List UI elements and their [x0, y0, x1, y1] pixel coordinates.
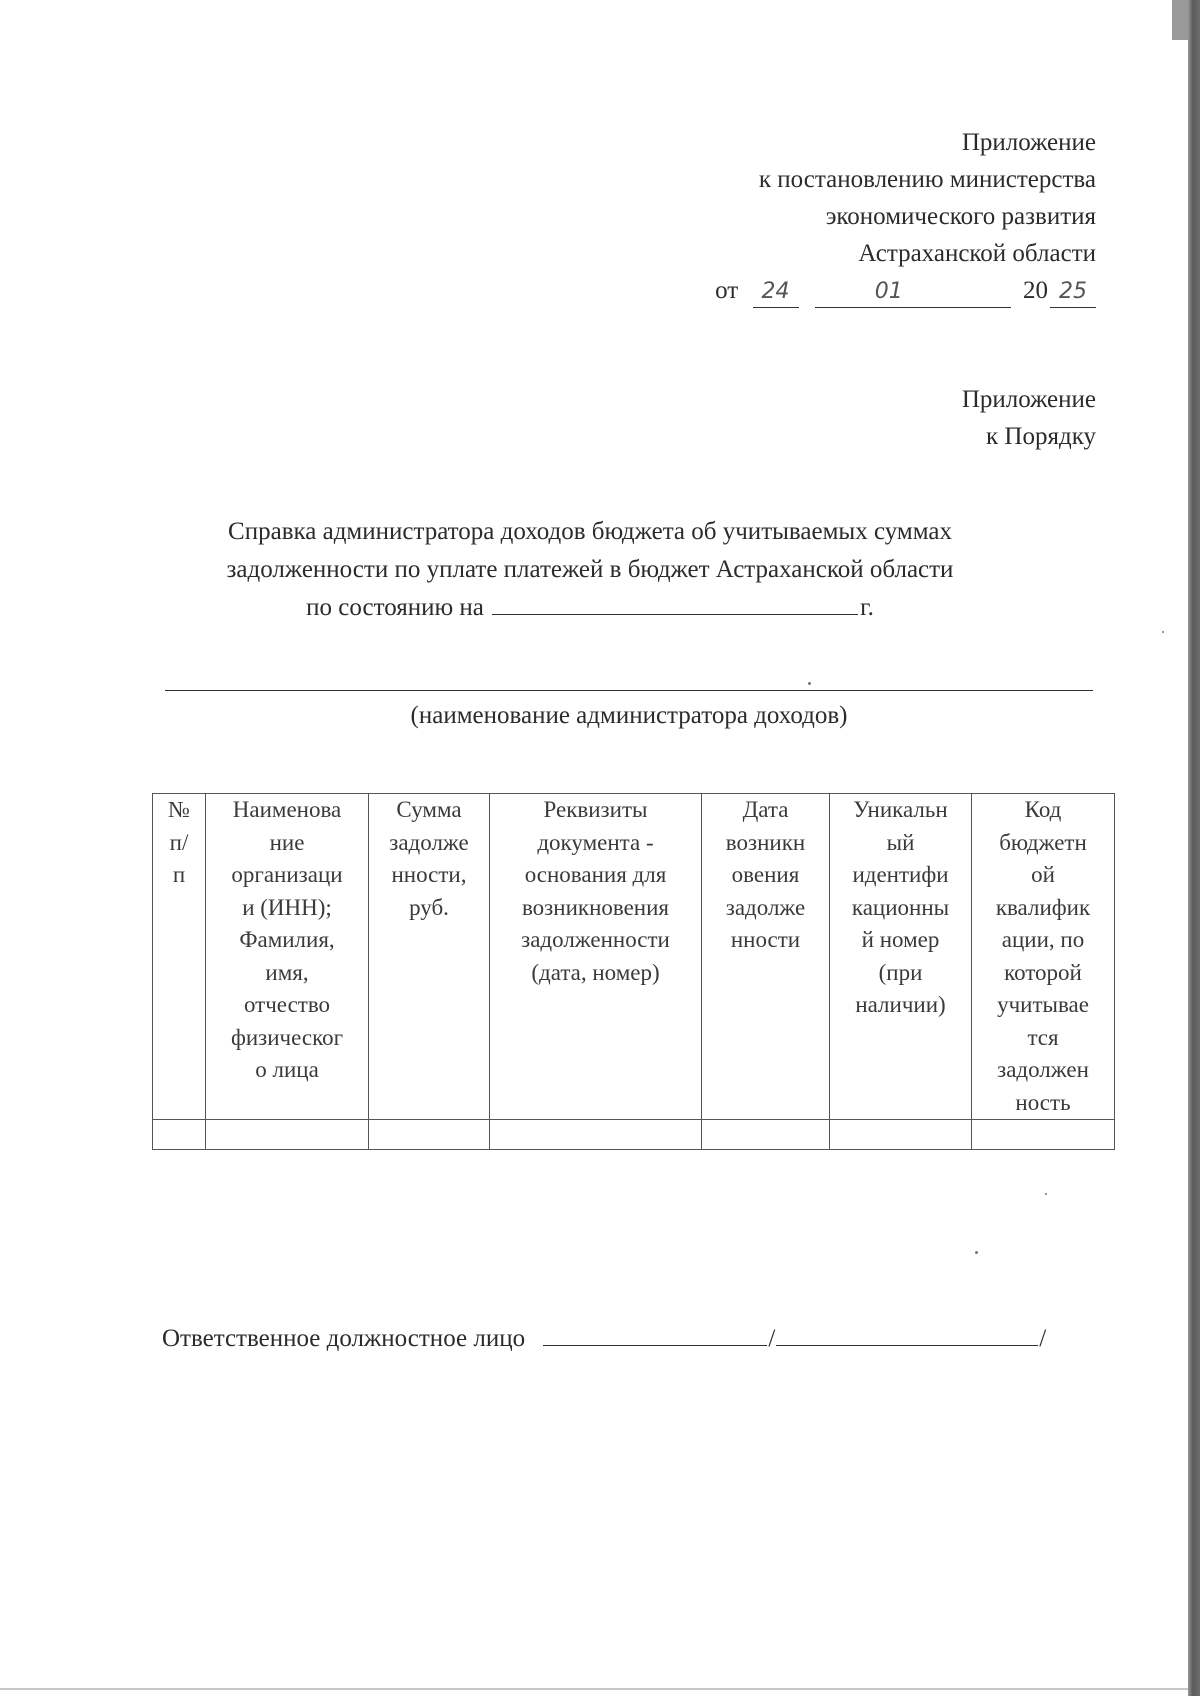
year-prefix: 20 — [1023, 277, 1048, 304]
as-of-date-blank — [492, 592, 858, 615]
table-cell — [972, 1120, 1115, 1150]
column-header-line: Код — [1024, 797, 1062, 822]
col-header-budget-code — [972, 794, 1115, 1120]
table-cell — [369, 1120, 490, 1150]
column-header-line: имя, — [265, 959, 309, 985]
signature-line — [162, 1321, 1047, 1357]
table-cell — [206, 1120, 369, 1150]
name-blank — [776, 1323, 1038, 1346]
scan-bottom-edge — [0, 1688, 1188, 1690]
column-header-line: кационны — [851, 894, 950, 920]
column-header-line: Фамилия, — [239, 927, 335, 952]
approval-date-line — [715, 272, 1096, 309]
handwritten-month: 01 — [815, 277, 1011, 308]
approval-line-4: Астраханской области — [858, 240, 1096, 267]
responsible-official-label: Ответственное должностное лицо — [162, 1325, 526, 1352]
admin-name-caption: (наименование администратора доходов) — [410, 702, 848, 729]
col-header-document-details — [490, 794, 702, 1120]
from-label: от — [715, 277, 739, 304]
title-line-1: Справка администратора доходов бюджета об учитываемых суммах — [228, 518, 952, 545]
year-abbrev: г. — [860, 594, 874, 621]
column-header-line: физическог — [230, 1024, 344, 1050]
column-header-line: документа - — [537, 829, 654, 855]
approval-line-1: Приложение — [961, 129, 1096, 156]
column-header-line: Наименова — [232, 797, 342, 822]
column-header-line: основания для — [524, 862, 667, 887]
column-header-line: ации, по — [1001, 927, 1085, 952]
column-header-line: бюджетн — [999, 829, 1087, 855]
table-cell — [830, 1120, 972, 1150]
column-header-line: о лица — [255, 1057, 319, 1082]
column-header-line: руб. — [409, 894, 449, 920]
table-cell — [702, 1120, 830, 1150]
column-header-line: задолжен — [997, 1057, 1089, 1082]
column-header-line: тся — [1027, 1024, 1059, 1050]
column-header-line: организаци — [231, 862, 343, 887]
admin-name-blank-line — [165, 690, 1093, 691]
approval-line-2: к постановлению министерства — [758, 166, 1096, 193]
column-header-line: отчество — [243, 992, 331, 1017]
column-header-line: № — [168, 797, 190, 822]
appendix-line-2: к Порядку — [986, 423, 1096, 450]
as-of-label: по состоянию на — [306, 594, 484, 621]
debt-table-header-row — [153, 794, 1115, 1120]
appendix-line-1: Приложение — [961, 386, 1096, 413]
column-header-line: ой — [1031, 862, 1055, 887]
scan-speck — [808, 682, 811, 685]
signature-end: / — [1039, 1325, 1047, 1352]
column-header-line: которой — [1004, 959, 1082, 985]
table-cell — [490, 1120, 702, 1150]
handwritten-year: 25 — [1050, 277, 1096, 308]
scan-speck — [1045, 1193, 1047, 1195]
column-header-line: нности — [730, 927, 801, 952]
title-line-2: задолженности по уплате платежей в бюджет Астраханской области — [226, 556, 954, 583]
scan-edge — [1188, 0, 1200, 1696]
scan-speck — [975, 1251, 978, 1254]
approval-line-3: экономического развития — [825, 203, 1096, 230]
table-cell — [153, 1120, 206, 1150]
column-header-line: ность — [1015, 1089, 1071, 1115]
column-header-line: и (ИНН); — [242, 894, 332, 920]
column-header-line: Реквизиты — [543, 797, 648, 822]
approval-block — [715, 124, 1096, 309]
scan-edge-top — [1172, 0, 1188, 40]
scan-speck — [1162, 631, 1164, 633]
column-header-line: й номер — [861, 927, 940, 952]
col-header-debt-date — [702, 794, 830, 1120]
column-header-line: задолже — [725, 894, 806, 920]
column-header-line: Уникальн — [853, 797, 948, 822]
column-header-line: нности, — [391, 862, 467, 887]
column-header-line: идентифи — [852, 862, 949, 887]
column-header-line: (дата, номер) — [531, 959, 660, 985]
column-header-line: (при — [878, 959, 923, 985]
col-header-unique-id — [830, 794, 972, 1120]
column-header-line: овения — [731, 862, 800, 887]
signature-separator: / — [768, 1325, 776, 1352]
column-header-line: Дата — [742, 797, 789, 822]
col-header-amount — [369, 794, 490, 1120]
document-title — [140, 513, 1040, 627]
table-row — [153, 1120, 1115, 1150]
column-header-line: Сумма — [396, 797, 462, 822]
appendix-block — [962, 381, 1096, 455]
column-header-line: задолже — [389, 829, 469, 855]
debt-table — [152, 793, 1115, 1150]
column-header-line: задолженности — [521, 927, 670, 952]
column-header-line: возникн — [725, 829, 806, 855]
column-header-line: учитывае — [997, 992, 1089, 1017]
col-header-number — [153, 794, 206, 1120]
handwritten-day: 24 — [753, 277, 799, 308]
column-header-line: п — [172, 862, 186, 887]
col-header-organization — [206, 794, 369, 1120]
column-header-line: возникновения — [521, 894, 670, 920]
column-header-line: наличии) — [855, 992, 946, 1017]
column-header-line: п/ — [169, 829, 189, 855]
signature-blank — [543, 1323, 767, 1346]
title-line-3 — [140, 589, 1040, 627]
column-header-line: квалифик — [995, 894, 1091, 920]
column-header-line: ый — [886, 829, 915, 855]
column-header-line: ние — [269, 829, 305, 855]
